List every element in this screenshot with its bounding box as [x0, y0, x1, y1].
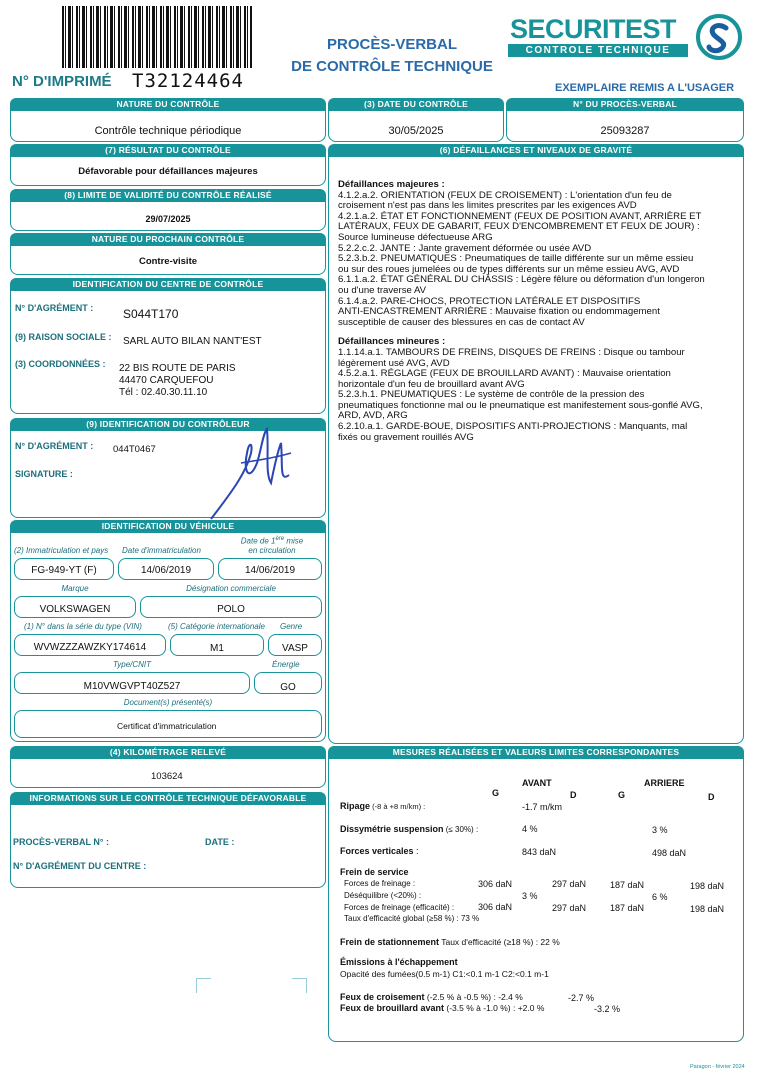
- defav-header: INFORMATIONS SUR LE CONTRÔLE TECHNIQUE DÉFAVORABLE: [10, 792, 326, 804]
- col-d-arriere: D: [708, 792, 715, 802]
- categorie-label: (5) Catégorie internationale: [168, 622, 265, 631]
- croisement-row: Feux de croisement (-2.5 % à -0.5 %) : -2.4 %: [340, 992, 523, 1002]
- date-immat-field: [118, 558, 214, 580]
- immat-value: FG-949-YT (F): [31, 565, 97, 576]
- genre-label: Genre: [280, 622, 303, 631]
- prochain-box: [10, 245, 326, 275]
- col-g-avant: G: [492, 788, 500, 798]
- type-value: M10VWGVPT40Z527: [83, 681, 181, 692]
- defaillance-line: pneumatiques fonctionne mal ou le pneumatique est manifestement sous-gonflé AVG,: [338, 399, 703, 411]
- pv-header: N° DU PROCÈS-VERBAL: [506, 98, 744, 110]
- ff-avg: 306 daN: [478, 879, 513, 889]
- marque-value: VOLKSWAGEN: [39, 604, 111, 615]
- defav-pv-label: PROCÈS-VERBAL N° :: [13, 837, 109, 847]
- ff-ard: 198 daN: [690, 881, 725, 891]
- km-box: [10, 758, 326, 788]
- vin-field: [14, 634, 166, 656]
- defaillance-line: LATÉRAUX, FEUX DE GABARIT, FEUX D'ENCOMBREMENT ET FEUX DE JOUR) :: [338, 221, 700, 233]
- km-header: (4) KILOMÉTRAGE RELEVÉ: [10, 746, 326, 758]
- majeures-title: Défaillances majeures :: [338, 179, 445, 190]
- defaillance-line: susceptible de causer des blessures en cas de contact AV: [338, 316, 585, 328]
- vin-value: WVWZZZAWZKY174614: [33, 642, 147, 653]
- ffe-avd: 297 daN: [552, 903, 587, 913]
- resultat-box: [10, 156, 326, 186]
- defav-box: [10, 804, 326, 888]
- defaillance-line: horizontale d'un feu de brouillard avant AVG: [338, 378, 525, 390]
- imprime-number: T32124464: [132, 70, 244, 92]
- ff-label: Forces de freinage :: [344, 879, 416, 888]
- limite-header: (8) LIMITE DE VALIDITÉ DU CONTRÔLE RÉALISÉ: [10, 189, 326, 201]
- ff-avd: 297 daN: [552, 879, 587, 889]
- opacite: Opacité des fumées(0.5 m-1) C1:<0.1 m-1 C2:<0.1 m-1: [340, 969, 549, 979]
- defaillance-line: ANTI-ENCASTREMENT ARRIÈRE : Mauvaise fixation ou endommagement: [338, 306, 660, 318]
- frein-title: Frein de service: [340, 867, 409, 877]
- taux-global: Taux d'efficacité global (≥58 %) : 73 %: [344, 914, 480, 923]
- immat-label: (2) Immatriculation et pays: [14, 546, 109, 555]
- title-line1: PROCÈS-VERBAL: [326, 36, 457, 53]
- resultat-value: Défavorable pour défaillances majeures: [78, 166, 258, 177]
- ff-arg: 187 daN: [610, 880, 645, 890]
- defaillance-line: 4.2.1.a.2. ÉTAT ET FONCTIONNEMENT (FEUX DE POSITION AVANT, ARRIÈRE ET: [338, 210, 702, 222]
- defaillance-line: ou d'une traverse AV: [338, 284, 427, 296]
- genre-value: VASP: [282, 643, 308, 654]
- centre-tel: Tél : 02.40.30.11.10: [119, 387, 208, 398]
- date-header: (3) DATE DU CONTRÔLE: [328, 98, 504, 110]
- stationnement-row: Frein de stationnement Taux d'efficacité (≥18 %) : 22 %: [340, 937, 560, 947]
- defaillance-line: 4.1.2.a.2. ORIENTATION (FEUX DE CROISEMENT) : L'orientation d'un feu de: [338, 189, 672, 201]
- energie-field: [254, 672, 322, 694]
- ffe-arg: 187 daN: [610, 903, 645, 913]
- col-d-avant: D: [570, 790, 577, 800]
- dissy-ar: 3 %: [652, 825, 668, 835]
- ffe-ard: 198 daN: [690, 904, 725, 914]
- limite-value: 29/07/2025: [145, 214, 191, 224]
- km-value: 103624: [151, 771, 183, 782]
- centre-raison: SARL AUTO BILAN NANT'EST: [123, 336, 262, 347]
- date-box: [328, 110, 504, 142]
- centre-agrement-label: N° D'AGRÉMENT :: [15, 303, 94, 313]
- controleur-agrement-label: N° D'AGRÉMENT :: [15, 441, 94, 451]
- deseq-ar: 6 %: [652, 892, 668, 902]
- date-immat-label: Date d'immatriculation: [122, 546, 201, 555]
- defaillance-line: 6.1.1.a.2. ÉTAT GÉNÉRAL DU CHÂSSIS : Légère fêlure ou déformation d'un longeron: [338, 274, 705, 286]
- corner-mark: [196, 978, 211, 993]
- marque-label: Marque: [61, 584, 89, 593]
- pv-box: [506, 110, 744, 142]
- defaillance-line: croisement n'est pas dans les limites prescrites par les exigences AVD: [338, 200, 637, 212]
- defaillance-line: ARD, AVD, ARG: [338, 410, 408, 422]
- type-label: Type/CNIT: [112, 660, 152, 669]
- premiere-label: Date de 1ère mise en circulation: [240, 536, 304, 555]
- categorie-value: M1: [210, 643, 224, 654]
- securitest-s-icon: [696, 14, 742, 60]
- defaillance-line: fixés ou gravement rouillés AVG: [338, 431, 474, 443]
- prochain-header: NATURE DU PROCHAIN CONTRÔLE: [10, 233, 326, 245]
- date-value: 30/05/2025: [388, 125, 444, 137]
- defaillances-list: [338, 180, 738, 443]
- docs-field: [14, 710, 322, 738]
- defaillances-header: (6) DÉFAILLANCES ET NIVEAUX DE GRAVITÉ: [328, 144, 744, 156]
- forces-ar: 498 daN: [652, 848, 687, 858]
- corner-mark: [292, 978, 307, 993]
- dissy-row: Dissymétrie suspension (≤ 30%) :: [340, 824, 479, 834]
- ripage-row: Ripage (-8 à +8 m/km) :: [340, 801, 426, 811]
- pv-value: 25093287: [600, 125, 650, 137]
- brouillard-row: Feux de brouillard avant (-3.5 % à -1.0 %) : +2.0 %: [340, 1003, 545, 1013]
- defav-date-label: DATE :: [205, 837, 235, 847]
- designation-value: POLO: [217, 604, 245, 615]
- categorie-field: [170, 634, 264, 656]
- defaillance-line: 5.2.2.c.2. JANTE : Jante gravement déformée ou usée AVD: [338, 242, 592, 254]
- controleur-box: [10, 430, 326, 518]
- limite-box: [10, 201, 326, 231]
- docs-label: Document(s) présenté(s): [123, 698, 213, 707]
- ffe-label: Forces de freinage (efficacité) :: [344, 903, 455, 912]
- footer-note: Paragon - février 2024: [690, 1064, 745, 1070]
- nature-value: Contrôle technique périodique: [94, 125, 242, 137]
- arriere-label: ARRIERE: [644, 778, 685, 788]
- designation-label: Désignation commerciale: [186, 584, 276, 593]
- brand-name: SECURITEST: [510, 14, 677, 44]
- designation-field: [140, 596, 322, 618]
- mesures-header: MESURES RÉALISÉES ET VALEURS LIMITES CORRESPONDANTES: [328, 746, 744, 758]
- defaillance-line: ou sur des roues jumelées ou de types différents sur un même essieu AVG, AVD: [338, 263, 680, 275]
- immat-field: [14, 558, 114, 580]
- defav-agrement-label: N° D'AGRÉMENT DU CENTRE :: [13, 861, 147, 871]
- genre-field: [268, 634, 322, 656]
- title-line2: DE CONTRÔLE TECHNIQUE: [291, 58, 493, 75]
- defaillance-line: 6.2.10.a.1. GARDE-BOUE, DISPOSITIFS ANTI-PROJECTIONS : Manquants, mal: [338, 421, 688, 433]
- centre-agrement: S044T170: [123, 307, 179, 321]
- centre-raison-label: (9) RAISON SOCIALE :: [15, 332, 112, 342]
- mineures-title: Défaillances mineures :: [338, 336, 446, 348]
- defaillance-line: légèrement usé AVG, AVD: [338, 357, 450, 369]
- defaillance-line: Source lumineuse défectueuse ARG: [338, 231, 493, 243]
- nature-header: NATURE DU CONTRÔLE: [10, 98, 326, 110]
- barcode: [62, 6, 252, 68]
- forces-av: 843 daN: [522, 847, 557, 857]
- marque-field: [14, 596, 136, 618]
- docs-value: Certificat d'immatriculation: [117, 721, 217, 731]
- brouillard-r: -3.2 %: [594, 1004, 621, 1014]
- dissy-av: 4 %: [522, 824, 538, 834]
- premiere-field: [218, 558, 322, 580]
- ripage-value: -1.7 m/km: [522, 802, 563, 812]
- col-g-arriere: G: [618, 790, 626, 800]
- date-immat-value: 14/06/2019: [140, 565, 192, 576]
- signature-image: [171, 423, 311, 523]
- centre-box: [10, 290, 326, 414]
- defaillance-line: 5.2.3.b.2. PNEUMATIQUES : Pneumatiques de taille différente sur un même essieu: [338, 253, 694, 265]
- brand-logo: [508, 14, 748, 64]
- forces-row: Forces verticales :: [340, 846, 419, 856]
- ffe-avg: 306 daN: [478, 902, 513, 912]
- avant-label: AVANT: [522, 778, 552, 788]
- vin-label: (1) N° dans la série du type (VIN): [24, 622, 142, 631]
- nature-box: [10, 110, 326, 142]
- centre-addr2: 44470 CARQUEFOU: [119, 375, 214, 386]
- centre-addr1: 22 BIS ROUTE DE PARIS: [119, 363, 236, 374]
- emissions-title: Émissions à l'échappement: [340, 957, 458, 967]
- type-field: [14, 672, 250, 694]
- prochain-value: Contre-visite: [138, 256, 198, 267]
- copy-note: EXEMPLAIRE REMIS A L'USAGER: [555, 82, 735, 94]
- imprime-label: N° D'IMPRIMÉ: [12, 73, 112, 90]
- signature-label: SIGNATURE :: [15, 469, 73, 479]
- resultat-header: (7) RÉSULTAT DU CONTRÔLE: [10, 144, 326, 156]
- centre-coord-label: (3) COORDONNÉES :: [15, 359, 106, 369]
- controleur-agrement: 044T0467: [113, 444, 156, 455]
- centre-header: IDENTIFICATION DU CENTRE DE CONTRÔLE: [10, 278, 326, 290]
- premiere-value: 14/06/2019: [244, 565, 296, 576]
- energie-value: GO: [280, 682, 296, 693]
- defaillance-line: 6.1.4.a.2. PARE-CHOCS, PROTECTION LATÉRALE ET DISPOSITIFS: [338, 295, 641, 307]
- deseq-av: 3 %: [522, 891, 538, 901]
- defaillance-line: 1.1.14.a.1. TAMBOURS DE FREINS, DISQUES DE FREINS : Disque ou tambour: [338, 346, 685, 358]
- controleur-header: (9) IDENTIFICATION DU CONTRÔLEUR: [10, 418, 326, 430]
- defaillance-line: 5.2.3.h.1. PNEUMATIQUES : Le système de contrôle de la pression des: [338, 389, 645, 401]
- defaillance-line: 4.5.2.a.1. RÉGLAGE (FEUX DE BROUILLARD AVANT) : Mauvaise orientation: [338, 368, 671, 380]
- croisement-r: -2.7 %: [568, 993, 595, 1003]
- vehicule-header: IDENTIFICATION DU VÉHICULE: [10, 520, 326, 532]
- brand-sub: CONTROLE TECHNIQUE: [508, 44, 688, 57]
- energie-label: Énergie: [272, 660, 300, 669]
- deseq-label: Déséquilibre (<20%) :: [344, 891, 422, 900]
